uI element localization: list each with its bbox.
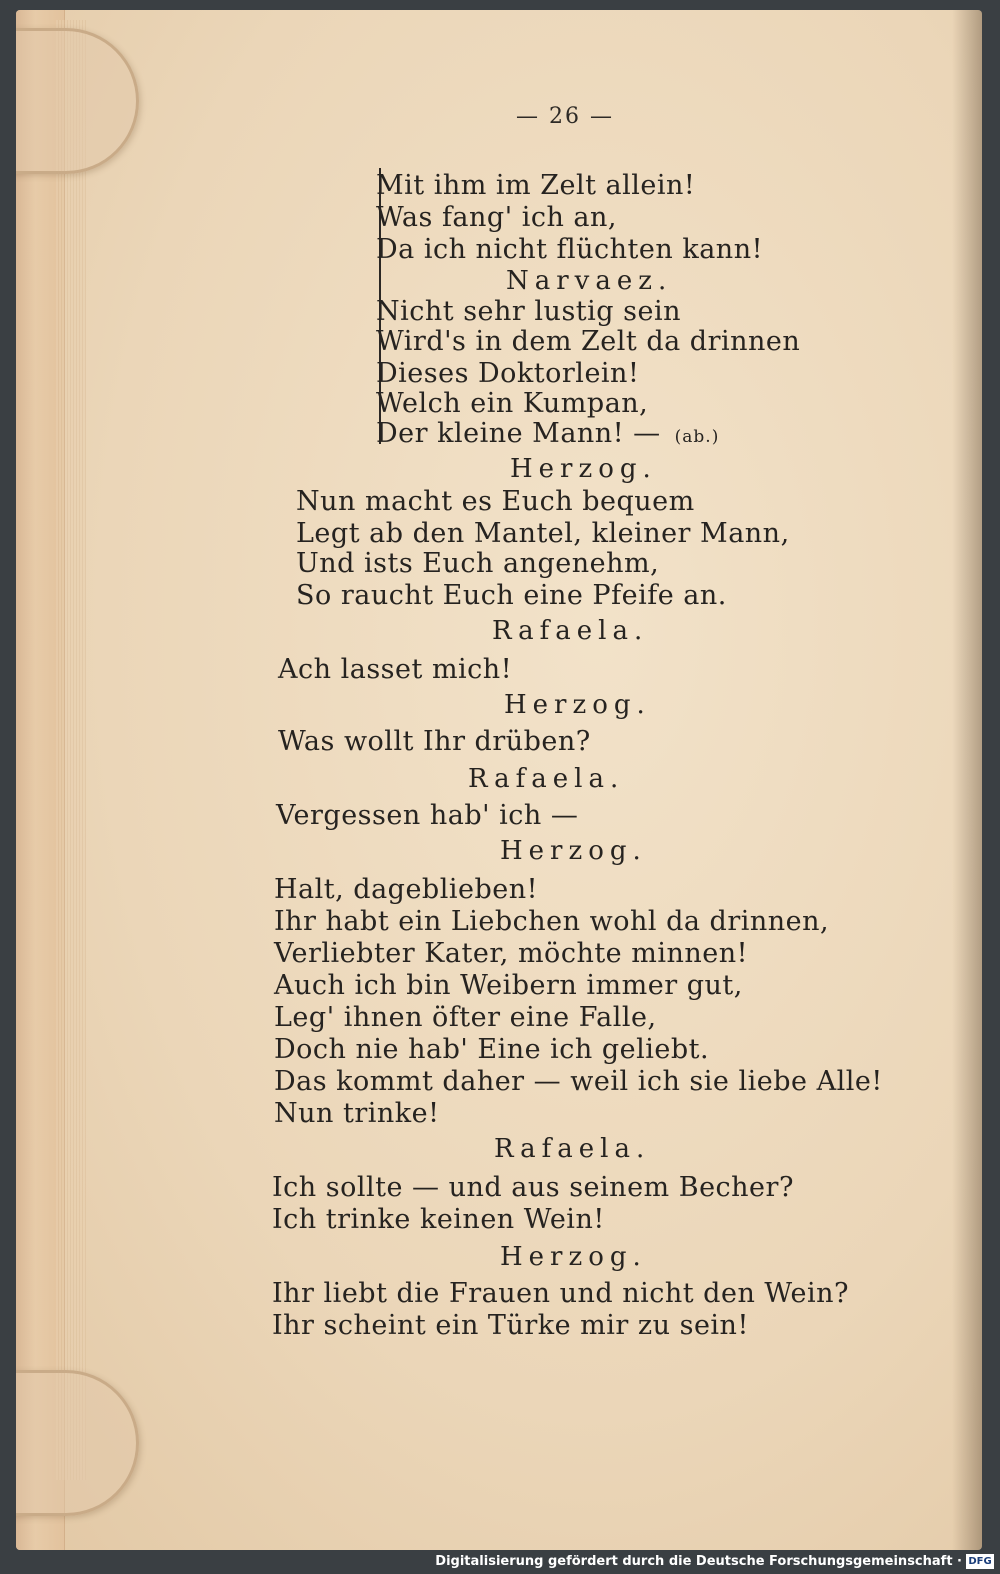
book-page xyxy=(16,10,982,1550)
text-line: Ich sollte — und aus seinem Becher? xyxy=(272,1172,794,1203)
text-line: Welch ein Kumpan, xyxy=(376,388,649,419)
clip-top-decoration xyxy=(16,28,139,174)
text-line: Doch nie hab' Eine ich geliebt. xyxy=(274,1034,710,1065)
text-line: Nun trinke! xyxy=(274,1098,440,1129)
page-edges xyxy=(56,20,86,1480)
text-line: Nicht sehr lustig sein xyxy=(376,296,682,327)
speaker-name: Herzog. xyxy=(504,690,651,720)
speaker-name: Herzog. xyxy=(500,1242,647,1272)
speaker-name: Rafaela. xyxy=(494,1134,651,1164)
funding-credit: Digitalisierung gefördert durch die Deutsche Forschungsgemeinschaft · xyxy=(435,1554,962,1569)
gutter-shadow xyxy=(952,10,982,1550)
clip-bottom-decoration xyxy=(16,1370,139,1516)
text-line: So raucht Euch eine Pfeife an. xyxy=(296,580,727,611)
text-line: Dieses Doktorlein! xyxy=(376,358,640,389)
text-line-with-stage xyxy=(376,418,719,449)
text-line: Was fang' ich an, xyxy=(376,202,618,233)
text-line: Legt ab den Mantel, kleiner Mann, xyxy=(296,518,790,549)
page-number: — 26 — xyxy=(516,104,614,129)
speaker-name: Herzog. xyxy=(500,836,647,866)
text-line: Ach lasset mich! xyxy=(278,654,513,685)
text-line: Ihr habt ein Liebchen wohl da drinnen, xyxy=(274,906,830,937)
text-line: Leg' ihnen öfter eine Falle, xyxy=(274,1002,657,1033)
text-line: Halt, dageblieben! xyxy=(274,874,538,905)
text-line: Ich trinke keinen Wein! xyxy=(272,1204,605,1235)
text-line: Wird's in dem Zelt da drinnen xyxy=(376,326,801,357)
speaker-name: Herzog. xyxy=(510,454,657,484)
text-line: Auch ich bin Weibern immer gut, xyxy=(274,970,743,1001)
footer-bar xyxy=(0,1550,1000,1574)
text-line: Was wollt Ihr drüben? xyxy=(278,726,591,757)
text-line: Nun macht es Euch bequem xyxy=(296,486,695,517)
dfg-logo: DFG xyxy=(966,1554,994,1569)
text-line: Verliebter Kater, möchte minnen! xyxy=(274,938,748,969)
text-line: Mit ihm im Zelt allein! xyxy=(376,170,696,201)
text-line: Vergessen hab' ich — xyxy=(276,800,579,831)
text-line: Da ich nicht flüchten kann! xyxy=(376,234,763,265)
stage-direction: (ab.) xyxy=(674,427,720,447)
text-line: Das kommt daher — weil ich sie liebe Alle! xyxy=(274,1066,883,1097)
text-line: Ihr liebt die Frauen und nicht den Wein? xyxy=(272,1278,849,1309)
speaker-name: Narvaez. xyxy=(506,266,673,296)
text-line: Und ists Euch angenehm, xyxy=(296,548,660,579)
text-line: Ihr scheint ein Türke mir zu sein! xyxy=(272,1310,749,1341)
text-line: Der kleine Mann! — xyxy=(376,418,661,449)
speaker-name: Rafaela. xyxy=(468,764,625,794)
speaker-name: Rafaela. xyxy=(492,616,649,646)
